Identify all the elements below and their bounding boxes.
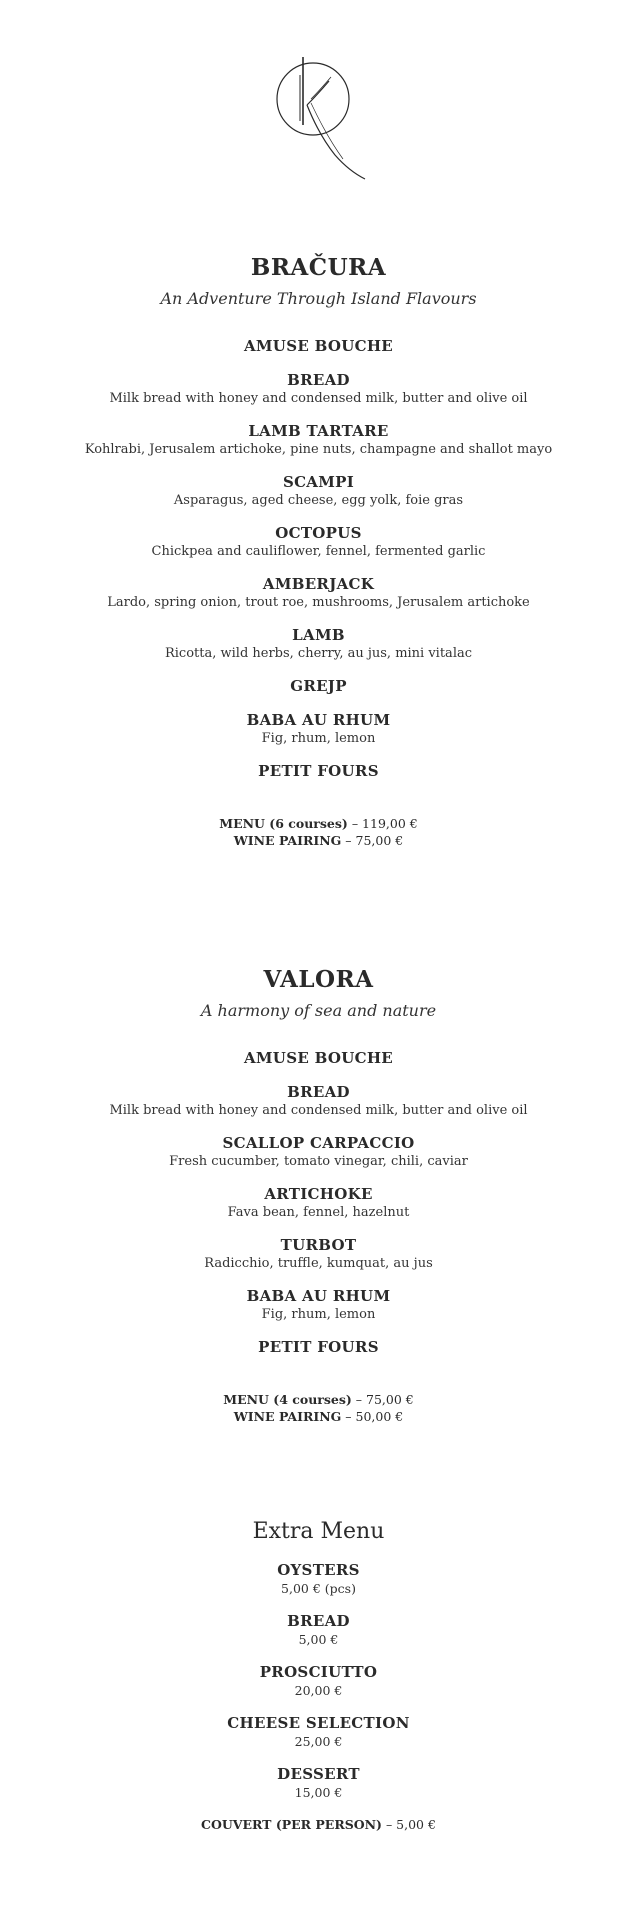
extra-item-price: 15,00 € <box>294 1785 343 1800</box>
dish-name: SCAMPI <box>282 473 355 491</box>
dish-item <box>0 1337 637 1357</box>
dish-name: BABA AU RHUM <box>246 711 391 729</box>
dish-item <box>0 676 637 696</box>
dish-name: AMBERJACK <box>262 575 375 593</box>
extra-menu <box>0 1518 637 1832</box>
dish-item <box>0 574 637 611</box>
extra-item-name: PROSCIUTTO <box>259 1663 378 1681</box>
dish-name: BREAD <box>287 1083 350 1101</box>
dish-name: AMUSE BOUCHE <box>243 337 394 355</box>
menu-subtitle: An Adventure Through Island Flavours <box>160 289 477 308</box>
extra-item <box>0 1713 637 1750</box>
dish-name: GREJP <box>290 677 347 695</box>
extra-item <box>0 1662 637 1699</box>
extra-item-name: BREAD <box>287 1612 350 1630</box>
extra-menu-title: Extra Menu <box>252 1519 385 1544</box>
dish-description: Lardo, spring onion, trout roe, mushrooms, Jerusalem artichoke <box>107 595 530 610</box>
dish-item <box>0 1286 637 1323</box>
dish-description: Chickpea and cauliflower, fennel, fermented garlic <box>151 544 486 559</box>
dish-list <box>0 336 637 781</box>
menu-price: MENU (6 courses) – 119,00 € <box>219 816 418 831</box>
dish-item <box>0 1048 637 1068</box>
dish-name: BREAD <box>287 371 350 389</box>
wine-pairing-price: WINE PAIRING – 75,00 € <box>233 833 404 848</box>
dish-name: BABA AU RHUM <box>246 1287 391 1305</box>
dish-name: LAMB <box>292 626 345 644</box>
dish-item <box>0 761 637 781</box>
extra-item-name: OYSTERS <box>277 1561 360 1579</box>
price-block <box>0 1391 637 1425</box>
couvert-price: COUVERT (PER PERSON) – 5,00 € <box>201 1817 436 1832</box>
extra-item <box>0 1764 637 1801</box>
restaurant-logo <box>273 55 369 183</box>
dish-description: Fresh cucumber, tomato vinegar, chili, caviar <box>169 1154 468 1169</box>
extra-item-list <box>0 1560 637 1801</box>
extra-item-price: 5,00 € (pcs) <box>281 1581 356 1596</box>
dish-description: Fig, rhum, lemon <box>261 1307 376 1322</box>
dish-item <box>0 1082 637 1119</box>
price-block <box>0 815 637 849</box>
wine-pairing-price: WINE PAIRING – 50,00 € <box>233 1409 404 1424</box>
dish-item <box>0 1184 637 1221</box>
dish-description: Ricotta, wild herbs, cherry, au jus, mini vitalac <box>164 646 473 661</box>
dish-description: Fava bean, fennel, hazelnut <box>227 1205 410 1220</box>
dish-item <box>0 523 637 560</box>
dish-description: Fig, rhum, lemon <box>261 731 376 746</box>
dish-name: LAMB TARTARE <box>248 422 389 440</box>
extra-item-name: DESSERT <box>277 1765 360 1783</box>
extra-item-name: CHEESE SELECTION <box>227 1714 410 1732</box>
dish-name: SCALLOP CARPACCIO <box>222 1134 415 1152</box>
dish-description: Kohlrabi, Jerusalem artichoke, pine nuts, champagne and shallot mayo <box>84 442 553 457</box>
dish-name: PETIT FOURS <box>258 762 379 780</box>
dish-item <box>0 710 637 747</box>
extra-item <box>0 1560 637 1597</box>
extra-item-price: 5,00 € <box>298 1632 339 1647</box>
dish-item <box>0 370 637 407</box>
menu-subtitle: A harmony of sea and nature <box>200 1001 437 1020</box>
dish-item <box>0 1235 637 1272</box>
dish-description: Milk bread with honey and condensed milk, butter and olive oil <box>109 1103 528 1118</box>
dish-name: AMUSE BOUCHE <box>243 1049 394 1067</box>
dish-item <box>0 625 637 662</box>
dish-name: TURBOT <box>280 1236 357 1254</box>
dish-description: Milk bread with honey and condensed milk, butter and olive oil <box>109 391 528 406</box>
dish-item <box>0 1133 637 1170</box>
dish-item <box>0 472 637 509</box>
extra-item <box>0 1611 637 1648</box>
dish-name: OCTOPUS <box>275 524 362 542</box>
menu-title: VALORA <box>263 966 374 993</box>
menu-bracura <box>0 254 637 849</box>
menu-title: BRAČURA <box>250 254 387 281</box>
dish-name: ARTICHOKE <box>264 1185 373 1203</box>
dish-description: Radicchio, truffle, kumquat, au jus <box>204 1256 433 1271</box>
dish-list <box>0 1048 637 1357</box>
dish-item <box>0 336 637 356</box>
extra-item-price: 25,00 € <box>294 1734 343 1749</box>
dish-item <box>0 421 637 458</box>
menu-valora <box>0 966 637 1425</box>
menu-price: MENU (4 courses) – 75,00 € <box>223 1392 414 1407</box>
extra-item-price: 20,00 € <box>294 1683 343 1698</box>
dish-description: Asparagus, aged cheese, egg yolk, foie gras <box>173 493 464 508</box>
dish-name: PETIT FOURS <box>258 1338 379 1356</box>
